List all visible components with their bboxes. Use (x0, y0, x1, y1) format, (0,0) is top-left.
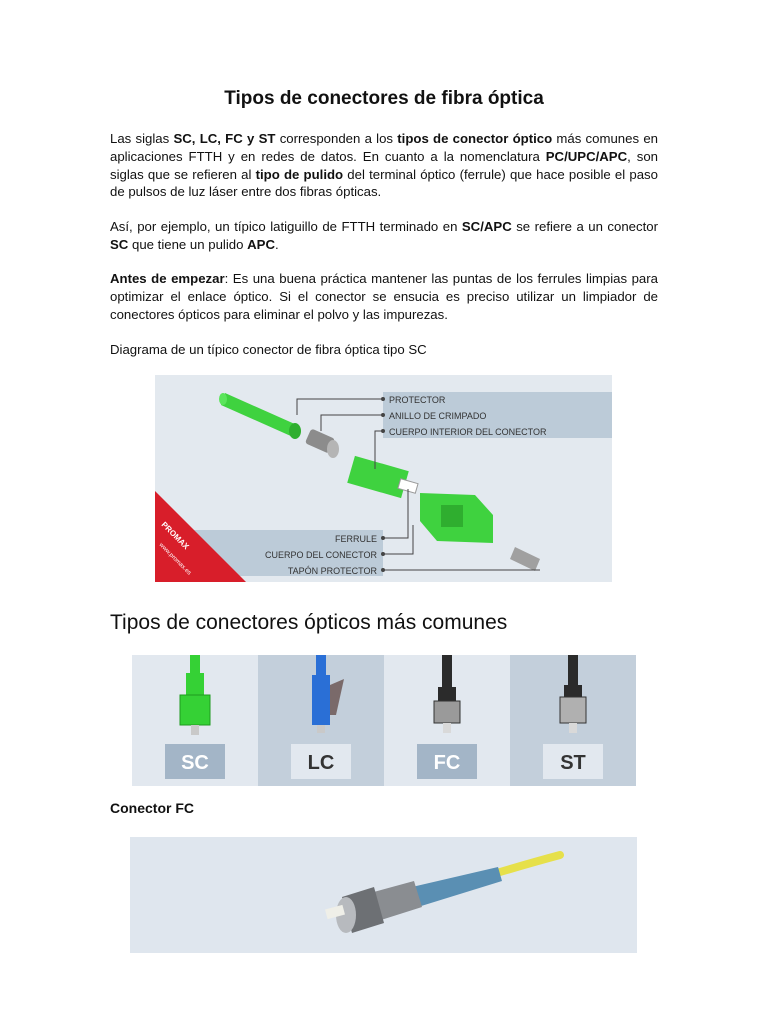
svg-text:PROMAX: PROMAX (159, 520, 191, 552)
connector-label-st: ST (560, 752, 586, 774)
fc-heading: Conector FC (110, 800, 194, 816)
sc-connector-diagram (155, 375, 612, 582)
label-connector-body: CUERPO DEL CONECTOR (264, 550, 377, 560)
section-heading: Tipos de conectores ópticos más comunes (110, 611, 508, 634)
intro-paragraph: Las siglas SC, LC, FC y ST corresponden a los tipos de conector óptico más comunes en aplicaciones FTTH y en redes de datos. En cuanto a la nomenclatura PC/UPC/APC, son siglas que se refieren al tipo de pulido del terminal óptico (ferrule) que hace posible el paso de pulsos de luz láser entre dos fibras ópticas. (110, 131, 658, 200)
connector-types-strip (132, 655, 636, 786)
label-protector: PROTECTOR (389, 395, 446, 405)
label-dust-cap: TAPÓN PROTECTOR (287, 566, 377, 576)
svg-text:www.promax.es: www.promax.es (157, 542, 192, 577)
label-crimp-ring: ANILLO DE CRIMPADO (389, 411, 487, 421)
tip-paragraph: Antes de empezar: Es una buena práctica mantener las puntas de los ferrules limpias para optimizar el enlace óptico. Si el conector se ensucia es preciso utilizar un limpiador de conectores ópticos para eliminar el polvo y las impurezas. (110, 271, 658, 322)
fc-connector-photo (130, 837, 637, 953)
example-paragraph: Así, por ejemplo, un típico latiguillo de FTTH terminado en SC/APC se refiere a un conector SC que tiene un pulido APC. (110, 219, 658, 252)
label-ferrule: FERRULE (334, 534, 377, 544)
connector-label-fc: FC (433, 752, 461, 774)
diagram-caption: Diagrama de un típico conector de fibra óptica tipo SC (110, 342, 427, 357)
label-inner-body: CUERPO INTERIOR DEL CONECTOR (389, 427, 547, 437)
connector-label-lc: LC (307, 752, 335, 774)
connector-label-sc: SC (181, 752, 209, 774)
page-title: Tipos de conectores de fibra óptica (224, 88, 544, 109)
